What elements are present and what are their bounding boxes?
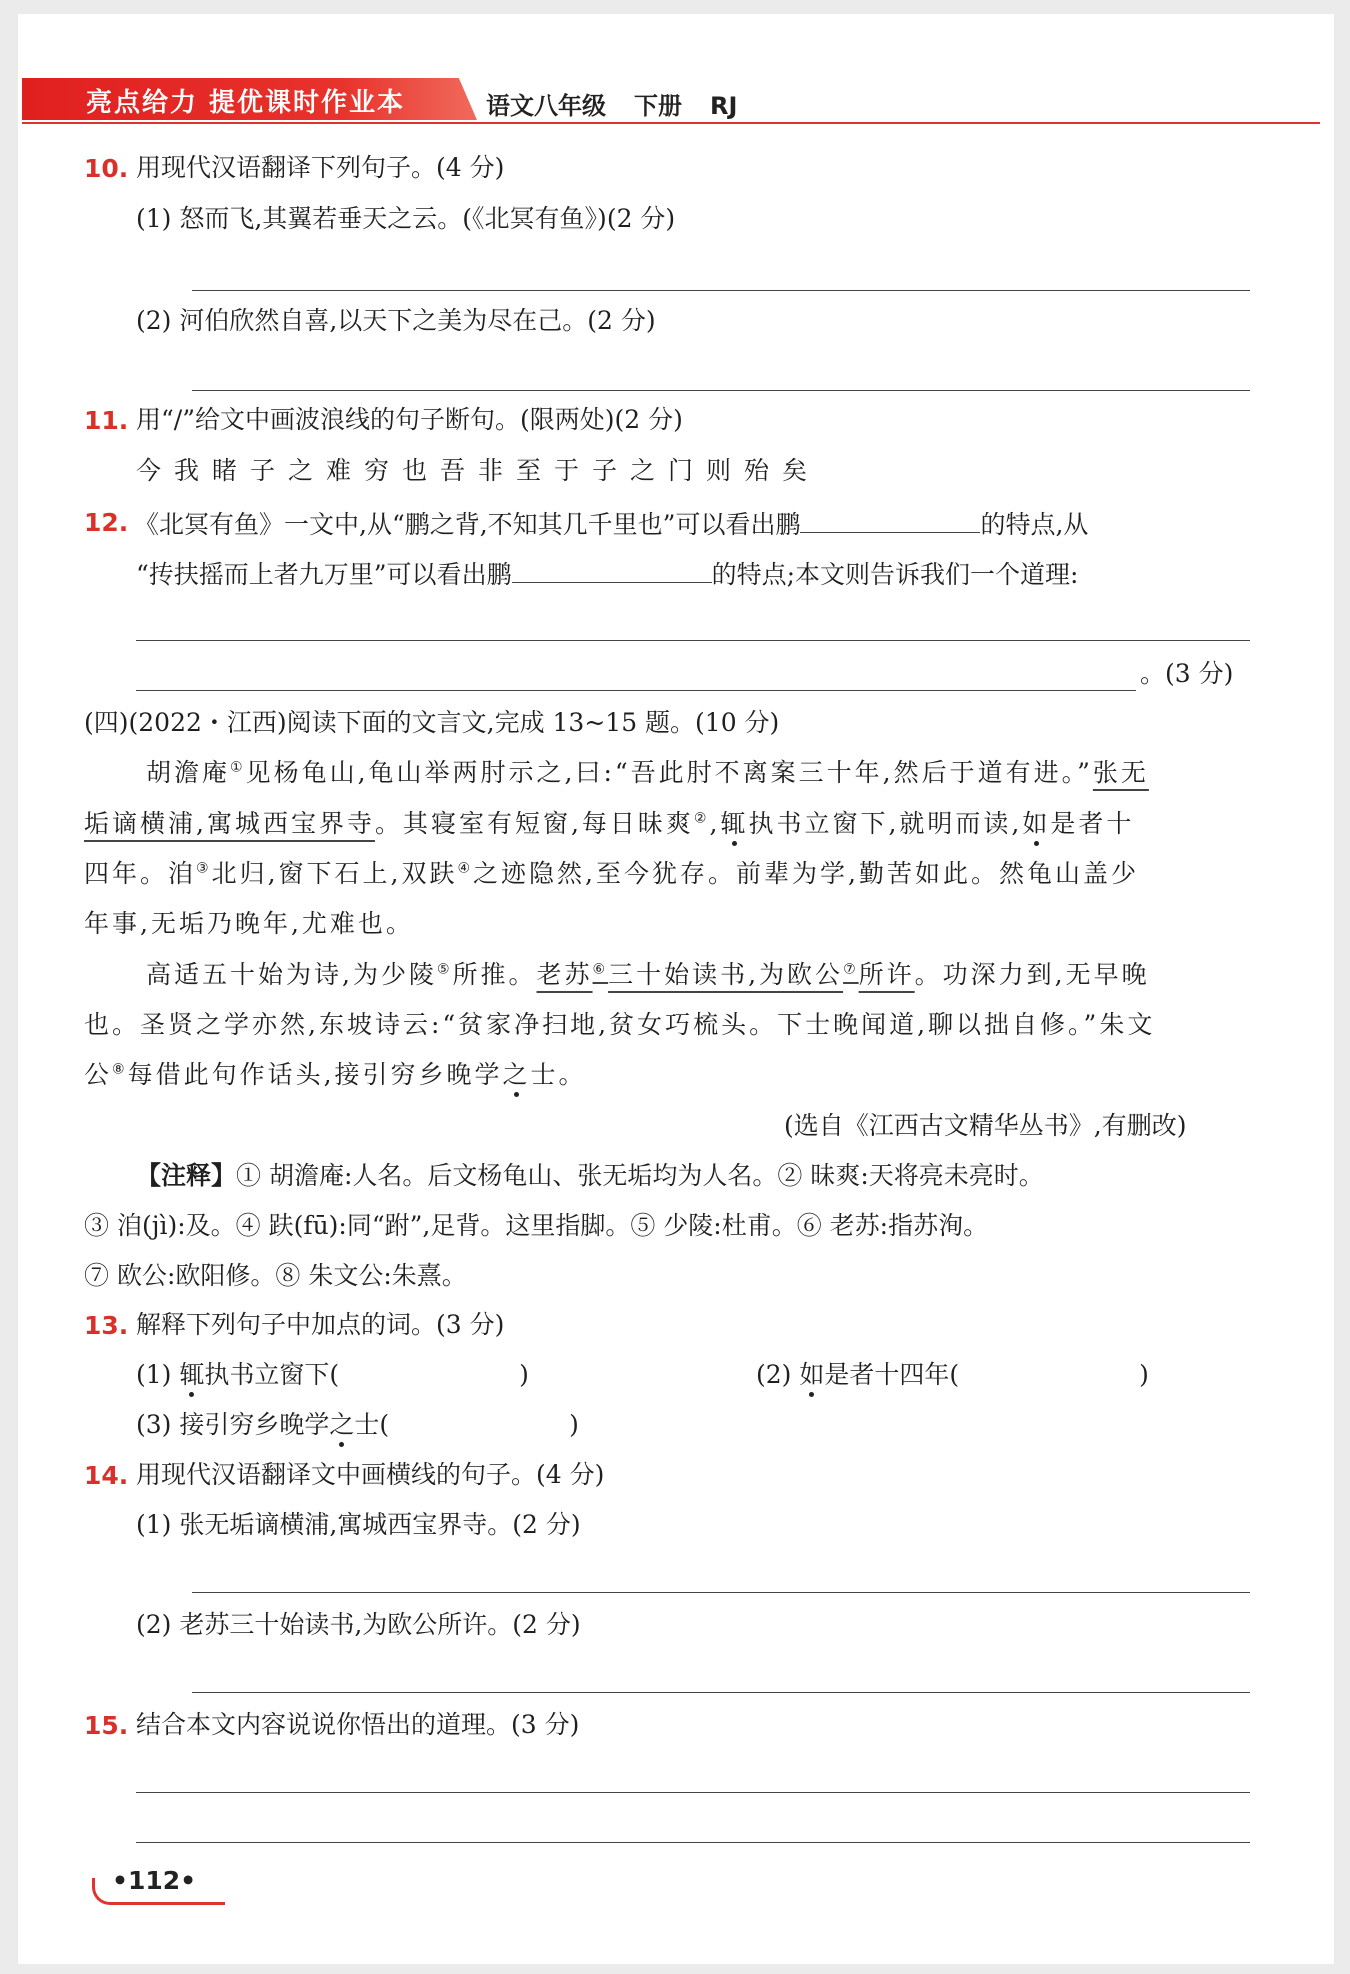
dotted-word-ru: 如 xyxy=(1022,809,1051,838)
passage-source: (选自《江西古文精华丛书》,有删改) xyxy=(784,1111,1187,1140)
q12-answer-line-1[interactable] xyxy=(136,640,1250,641)
q12-text-c: “抟扶摇而上者九万里”可以看出鹏 xyxy=(136,560,512,589)
passage-line-6 xyxy=(84,1009,1155,1041)
passage-underlined: 老苏 xyxy=(536,960,593,989)
footnote-marker-8: ⑧ xyxy=(112,1061,128,1078)
page-number: •112• xyxy=(112,1866,197,1895)
q12-number: 12. xyxy=(84,508,129,537)
footnote-marker-2: ② xyxy=(693,810,710,827)
passage-underlined: 所许 xyxy=(858,960,915,989)
passage-line-2 xyxy=(84,808,1134,840)
q11-stem: 用“/”给文中画波浪线的句子断句。(限两处)(2 分) xyxy=(136,405,683,434)
header-brand: 亮点给力 提优课时作业本 xyxy=(86,88,406,118)
footnote-marker-4: ④ xyxy=(457,860,474,877)
q10-sub2: (2) 河伯欣然自喜,以天下之美为尽在己。(2 分) xyxy=(136,306,656,335)
q15-answer-line-1[interactable] xyxy=(136,1792,1250,1793)
q12-text-b: 的特点,从 xyxy=(980,510,1089,539)
q12-text-a: 《北冥有鱼》一文中,从“鹏之背,不知其几千里也”可以看出鹏 xyxy=(134,510,801,539)
q13-sub3-text: (3) 接引穷乡晚学 xyxy=(136,1410,330,1439)
q10-sub1: (1) 怒而飞,其翼若垂天之云。(《北冥有鱼》)(2 分) xyxy=(136,204,676,233)
notes-line-2: ③ 洎(jì):及。④ 趺(fū):同“跗”,足背。这里指脚。⑤ 少陵:杜甫。⑥ 老苏:指苏洵。 xyxy=(84,1211,989,1240)
q14-stem: 用现代汉语翻译文中画横线的句子。(4 分) xyxy=(136,1460,605,1489)
q14-answer-line-2[interactable] xyxy=(192,1692,1250,1693)
q13-sub2-close: ) xyxy=(1139,1360,1149,1389)
q12-line2 xyxy=(136,556,1078,591)
q13-sub2 xyxy=(756,1359,1149,1391)
q15-answer-line-2[interactable] xyxy=(136,1842,1250,1843)
footnote-marker-3: ③ xyxy=(196,860,212,877)
q13-sub1 xyxy=(136,1359,529,1391)
passage-text: 每借此句作话头,接引穷乡晚学 xyxy=(127,1060,503,1089)
passage-text: 执书立窗下,就明而读, xyxy=(748,809,1023,838)
q14-answer-line-1[interactable] xyxy=(192,1592,1250,1593)
header-edition: RJ xyxy=(710,92,738,120)
passage-text: 。其寝室有短窗,每日昧爽 xyxy=(374,809,694,838)
q13-sub2-text: 是者十四年( xyxy=(824,1360,960,1389)
q12-line1 xyxy=(134,506,1088,541)
passage-line-1 xyxy=(146,757,1149,789)
q11-number: 11. xyxy=(84,406,129,435)
dotted-word-zhe: 辄 xyxy=(179,1360,205,1389)
passage-line-3 xyxy=(84,858,1139,890)
q12-blank-1[interactable] xyxy=(800,506,980,533)
dotted-word-zhi: 之 xyxy=(502,1060,531,1089)
header-volume: 下册 xyxy=(634,92,682,120)
notes-label: 【注释】 xyxy=(136,1161,237,1190)
q12-text-d: 的特点;本文则告诉我们一个道理: xyxy=(711,560,1079,589)
passage-text: 四年。洎 xyxy=(84,859,197,888)
q15-stem: 结合本文内容说说你悟出的道理。(3 分) xyxy=(136,1710,580,1739)
q14-sub2: (2) 老苏三十始读书,为欧公所许。(2 分) xyxy=(136,1610,581,1639)
q12-answer-line-2[interactable] xyxy=(136,690,1136,691)
q10-answer-line-2[interactable] xyxy=(192,390,1250,391)
header-subtitle xyxy=(486,86,765,121)
q13-sub1-close: ) xyxy=(519,1360,529,1389)
passage-text: 。功深力到,无早晚 xyxy=(914,960,1150,989)
notes-line-1 xyxy=(136,1160,1044,1192)
q13-sub2-label: (2) xyxy=(756,1360,792,1389)
q13-sub3 xyxy=(136,1409,579,1441)
q13-stem: 解释下列句子中加点的词。(3 分) xyxy=(136,1310,505,1339)
q12-blank-2[interactable] xyxy=(512,556,712,583)
passage-text: , xyxy=(709,809,721,838)
passage-text: 所推。 xyxy=(452,960,537,989)
passage-underlined: 垢谪横浦,寓城西宝界寺 xyxy=(84,809,375,838)
passage-line-7 xyxy=(84,1059,587,1091)
passage-underlined: 张无 xyxy=(1092,758,1149,787)
q15-number: 15. xyxy=(84,1711,129,1740)
passage-text: 之迹隐然,至今犹存。前辈为学,勤苦如此。然龟山盖少 xyxy=(473,859,1139,888)
passage-text: 士。 xyxy=(530,1060,587,1089)
notes-text: ① 胡澹庵:人名。后文杨龟山、张无垢均为人名。② 昧爽:天将亮未亮时。 xyxy=(236,1161,1044,1190)
passage-line-4 xyxy=(84,908,414,940)
passage-text: 高适五十始为诗,为少陵 xyxy=(146,960,437,989)
q10-stem: 用现代汉语翻译下列句子。(4 分) xyxy=(136,153,505,182)
dotted-word-ru: 如 xyxy=(799,1360,825,1389)
q13-sub3-text2: 士( xyxy=(354,1410,390,1439)
footnote-marker-1: ① xyxy=(230,759,246,776)
passage-text: 北归,窗下石上,双趺 xyxy=(211,859,458,888)
footnote-marker-5: ⑤ xyxy=(436,961,453,978)
passage-text: 胡澹庵 xyxy=(146,758,231,787)
q13-sub1-text: 执书立窗下( xyxy=(204,1360,340,1389)
passage-text: 公 xyxy=(84,1060,113,1089)
q14-number: 14. xyxy=(84,1461,129,1490)
header-rule xyxy=(22,122,1320,124)
passage-underlined: 三十始读书,为欧公 xyxy=(608,960,844,989)
footnote-marker-7: ⑦ xyxy=(843,961,859,978)
notes-line-3: ⑦ 欧公:欧阳修。⑧ 朱文公:朱熹。 xyxy=(84,1261,467,1290)
passage-text: 年事,无垢乃晚年,尤难也。 xyxy=(84,909,414,938)
q10-number: 10. xyxy=(84,154,129,183)
q13-sub1-label: (1) xyxy=(136,1360,172,1389)
passage-line-5 xyxy=(146,959,1150,991)
passage-text: 是者十 xyxy=(1050,809,1135,838)
dotted-word-zhi: 之 xyxy=(329,1410,355,1439)
passage-text: 也。圣贤之学亦然,东坡诗云:“贫家净扫地,贫女巧梳头。下士晚闻道,聊以拙自修。”朱文 xyxy=(84,1010,1156,1039)
dotted-word-zhe: 辄 xyxy=(720,809,749,838)
passage-text: 见杨龟山,龟山举两肘示之,曰:“吾此肘不离案三十年,然后于道有进。” xyxy=(245,758,1093,787)
footnote-marker-6: ⑥ xyxy=(592,961,609,978)
q13-sub3-close: ) xyxy=(569,1410,579,1439)
q14-sub1: (1) 张无垢谪横浦,寓城西宝界寺。(2 分) xyxy=(136,1510,581,1539)
section4-title: (四)(2022・江西)阅读下面的文言文,完成 13~15 题。(10 分) xyxy=(84,708,780,737)
q12-end: 。(3 分) xyxy=(1140,659,1234,688)
q10-answer-line-1[interactable] xyxy=(192,290,1250,291)
q13-number: 13. xyxy=(84,1311,129,1340)
q11-sentence: 今我睹子之难穷也吾非至于子之门则殆矣 xyxy=(136,456,821,485)
header-subject: 语文八年级 xyxy=(486,92,606,120)
